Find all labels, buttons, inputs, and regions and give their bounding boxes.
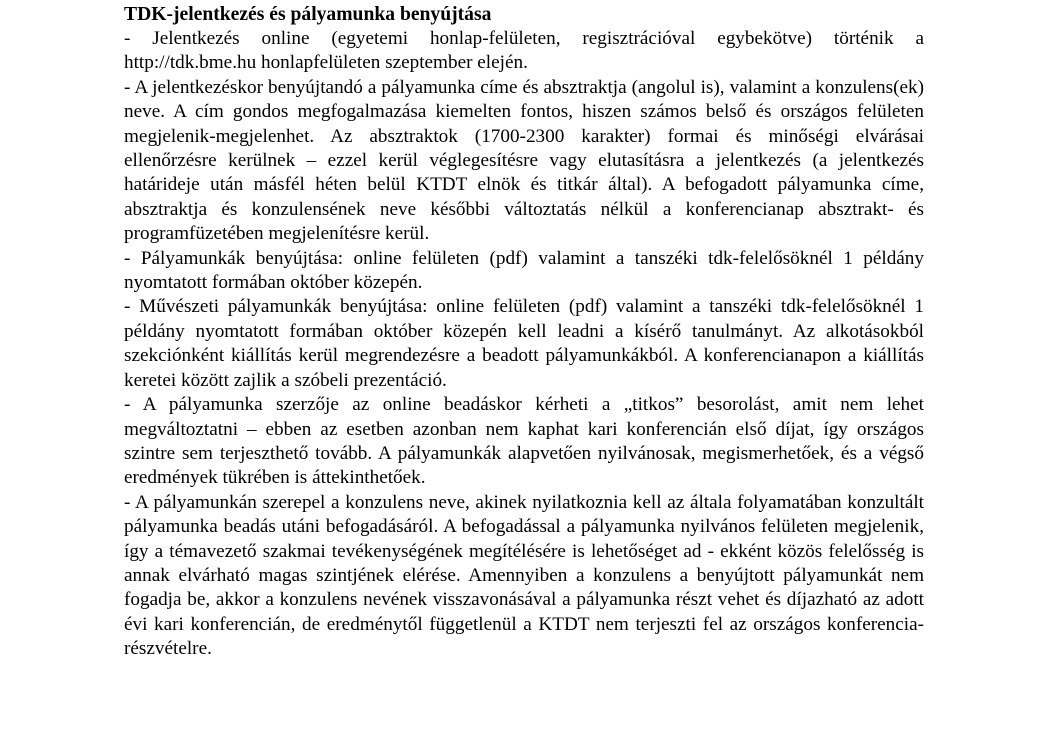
paragraph-secret-classification: - A pályamunka szerzője az online beadáskor kérheti a „titkos” besorolást, amit nem lehet megváltoztatni – ebben az esetben azonban nem kaphat kari konferencián első díjat, így országos szintre sem terjeszthető tovább. A pályamunkák alapvetően nyilvánosak, megismerhetőek, és a végső eredmények tükrében is áttekinthetőek. [124, 394, 924, 489]
document-page [124, 0, 924, 662]
document-title: TDK-jelentkezés és pályamunka benyújtása [124, 4, 492, 25]
paragraph-registration: - Jelentkezés online (egyetemi honlap-felületen, regisztrációval egybekötve) történik a http://tdk.bme.hu honlapfelületen szeptember elején. [124, 28, 924, 74]
paragraph-abstract: - A jelentkezéskor benyújtandó a pályamunka címe és absztraktja (angolul is), valamint a konzulens(ek) neve. A cím gondos megfogalmazása kiemelten fontos, hiszen számos belső és országos felületen megjelenik-megjelenhet. Az absztraktok (1700-2300 karakter) formai és minőségi elvárásai ellenőrzésre kerülnek – ezzel kerül véglegesítésre vagy elutasításra a jelentkezés (a jelentkezés határideje után másfél héten belül KTDT elnök és titkár által). A befogadott pályamunka címe, absztraktja és konzulensének neve későbbi változtatás nélkül a konferencianap absztrakt- és programfüzetében megjelenítésre kerül. [124, 76, 924, 245]
paragraph-submission: - Pályamunkák benyújtása: online felületen (pdf) valamint a tanszéki tdk-felelősöknél 1 példány nyomtatott formában október közepén. [124, 247, 924, 294]
paragraph-art-submission: - Művészeti pályamunkák benyújtása: online felületen (pdf) valamint a tanszéki tdk-felelősöknél 1 példány nyomtatott formában október közepén kell leadni a kísérő tanulmányt. Az alkotásokból szekciónként kiállítás kerül megrendezésre a beadott pályamunkákból. A konferencianapon a kiállítás keretei között zajlik a szóbeli prezentáció. [124, 296, 924, 391]
paragraph-supervisor: - A pályamunkán szerepel a konzulens neve, akinek nyilatkoznia kell az általa folyamatában konzultált pályamunka beadás utáni befogadásáról. A befogadással a pályamunka nyilvános felületen megjelenik, így a témavezető szakmai tevékenységének megítélésére is lehetőséget ad - ekként közös felelősség is annak elvárható magas szintjének elérése. Amennyiben a konzulens a benyújtott pályamunkát nem fogadja be, akkor a konzulens nevének visszavonásával a pályamunka részt vehet és díjazható az adott évi kari konferencián, de eredménytől függetlenül a KTDT nem terjeszti fel az országos konferencia-részvételre. [124, 491, 924, 660]
